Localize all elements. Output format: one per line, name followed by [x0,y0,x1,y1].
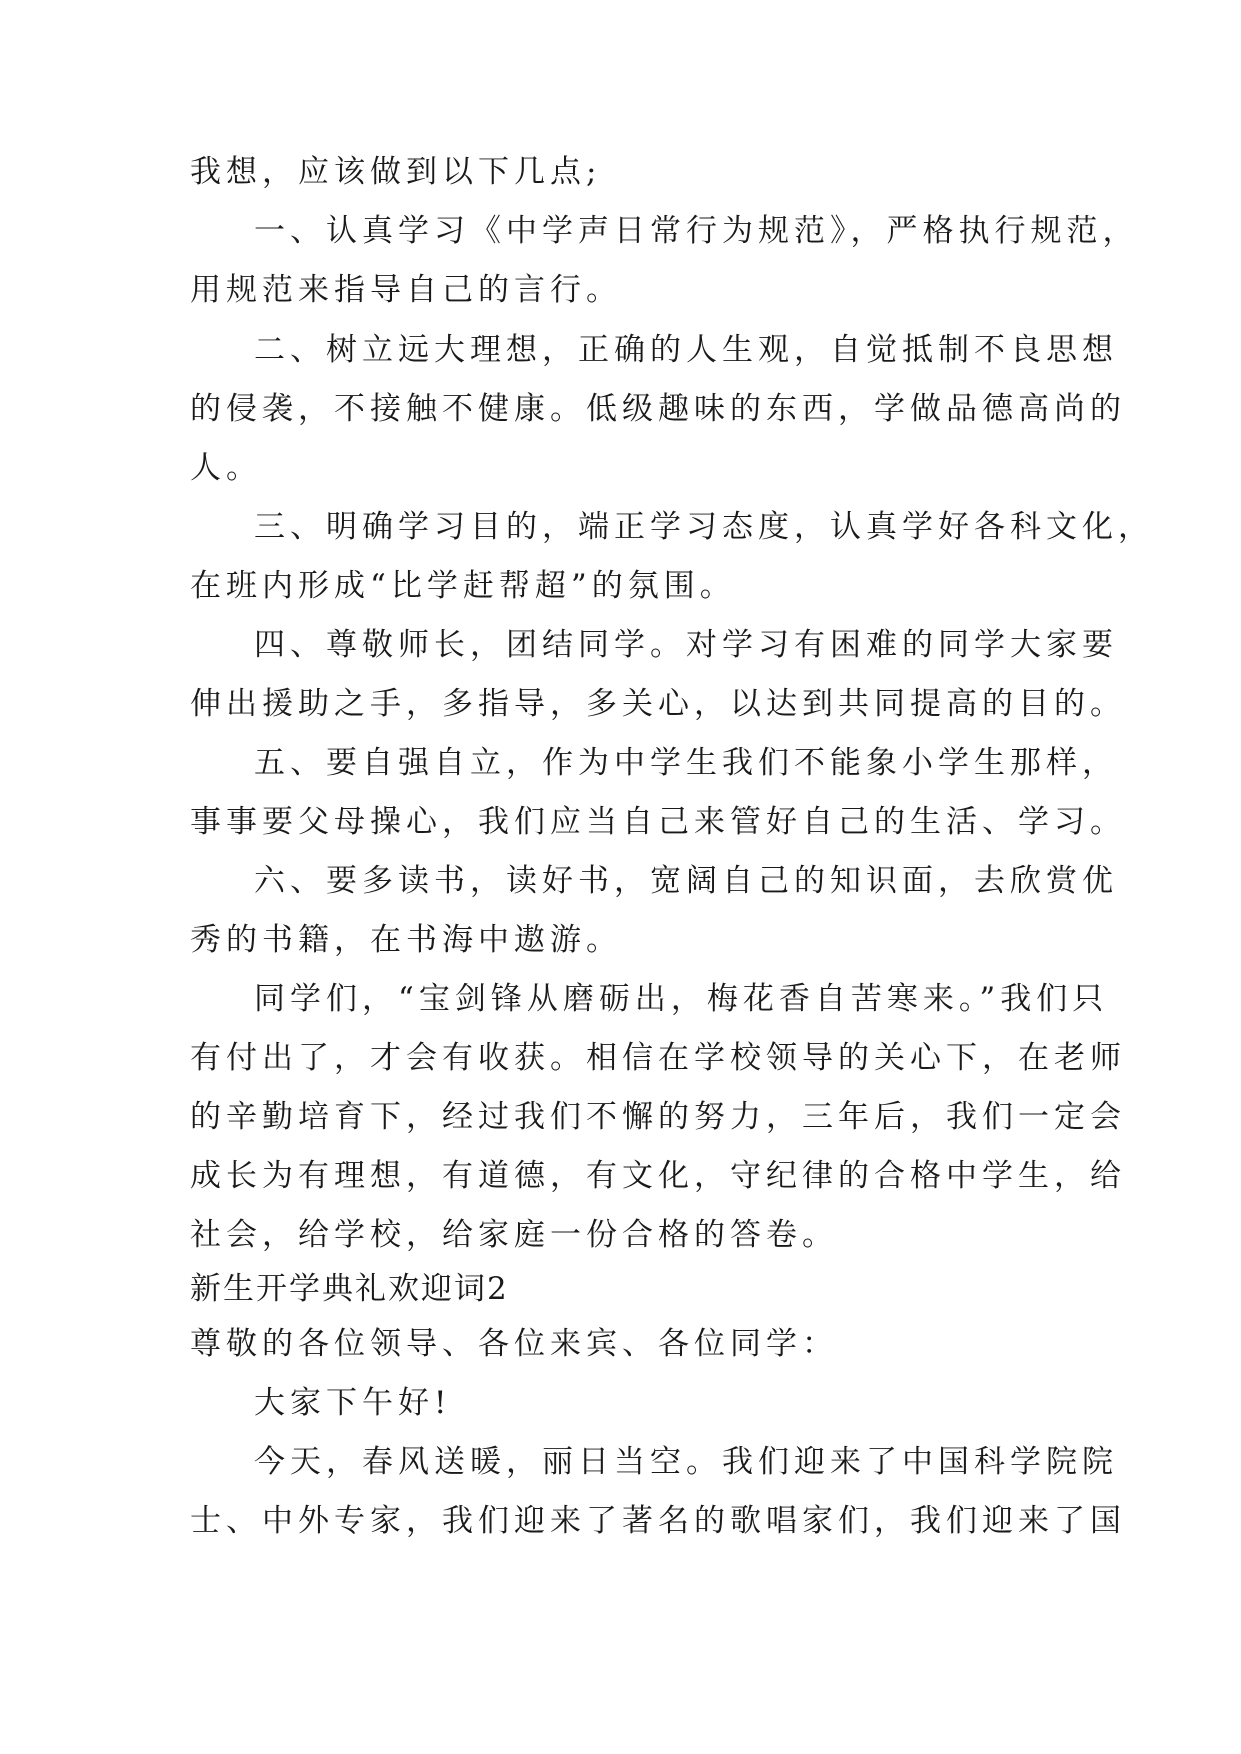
text-line: 六、要多读书，读好书，宽阔自己的知识面，去欣赏优 [254,863,1118,899]
text-line: 三、明确学习目的，端正学习态度，认真学好各科文化， [254,509,1154,545]
text-line: 的辛勤培育下，经过我们不懈的努力，三年后，我们一定会 [190,1099,1126,1135]
text-line: 伸出援助之手，多指导，多关心，以达到共同提高的目的。 [190,686,1126,722]
salutation: 尊敬的各位领导、各位来宾、各位同学： [190,1326,838,1362]
text-line: 一、认真学习《中学声日常行为规范》，严格执行规范， [254,213,1139,249]
text-line: 成长为有理想，有道德，有文化，守纪律的合格中学生，给 [190,1158,1126,1194]
text-line: 四、尊敬师长，团结同学。对学习有困难的同学大家要 [254,627,1118,663]
text-line: 用规范来指导自己的言行。 [190,272,622,308]
text-line: 同学们，“宝剑锋从磨砺出，梅花香自苦寒来。”我们只 [254,981,1109,1017]
text-line: 在班内形成“比学赶帮超”的氛围。 [190,568,736,604]
text-line: 社会，给学校，给家庭一份合格的答卷。 [190,1217,838,1253]
text-line: 五、要自强自立，作为中学生我们不能象小学生那样， [254,745,1118,781]
text-line: 有付出了，才会有收获。相信在学校领导的关心下，在老师 [190,1040,1126,1076]
section-heading: 新生开学典礼欢迎词2 [190,1271,509,1307]
text-line: 事事要父母操心，我们应当自己来管好自己的生活、学习。 [190,804,1126,840]
text-line: 秀的书籍，在书海中遨游。 [190,922,622,958]
text-line: 人。 [190,450,262,486]
text-line: 的侵袭，不接触不健康。低级趣味的东西，学做品德高尚的 [190,391,1126,427]
text-line: 二、树立远大理想，正确的人生观，自觉抵制不良思想 [254,332,1118,368]
text-line: 今天，春风送暖，丽日当空。我们迎来了中国科学院院 [254,1444,1118,1480]
text-line: 士、中外专家，我们迎来了著名的歌唱家们，我们迎来了国 [190,1503,1126,1539]
text-line: 我想，应该做到以下几点; [190,154,602,190]
greeting: 大家下午好! [254,1385,452,1421]
